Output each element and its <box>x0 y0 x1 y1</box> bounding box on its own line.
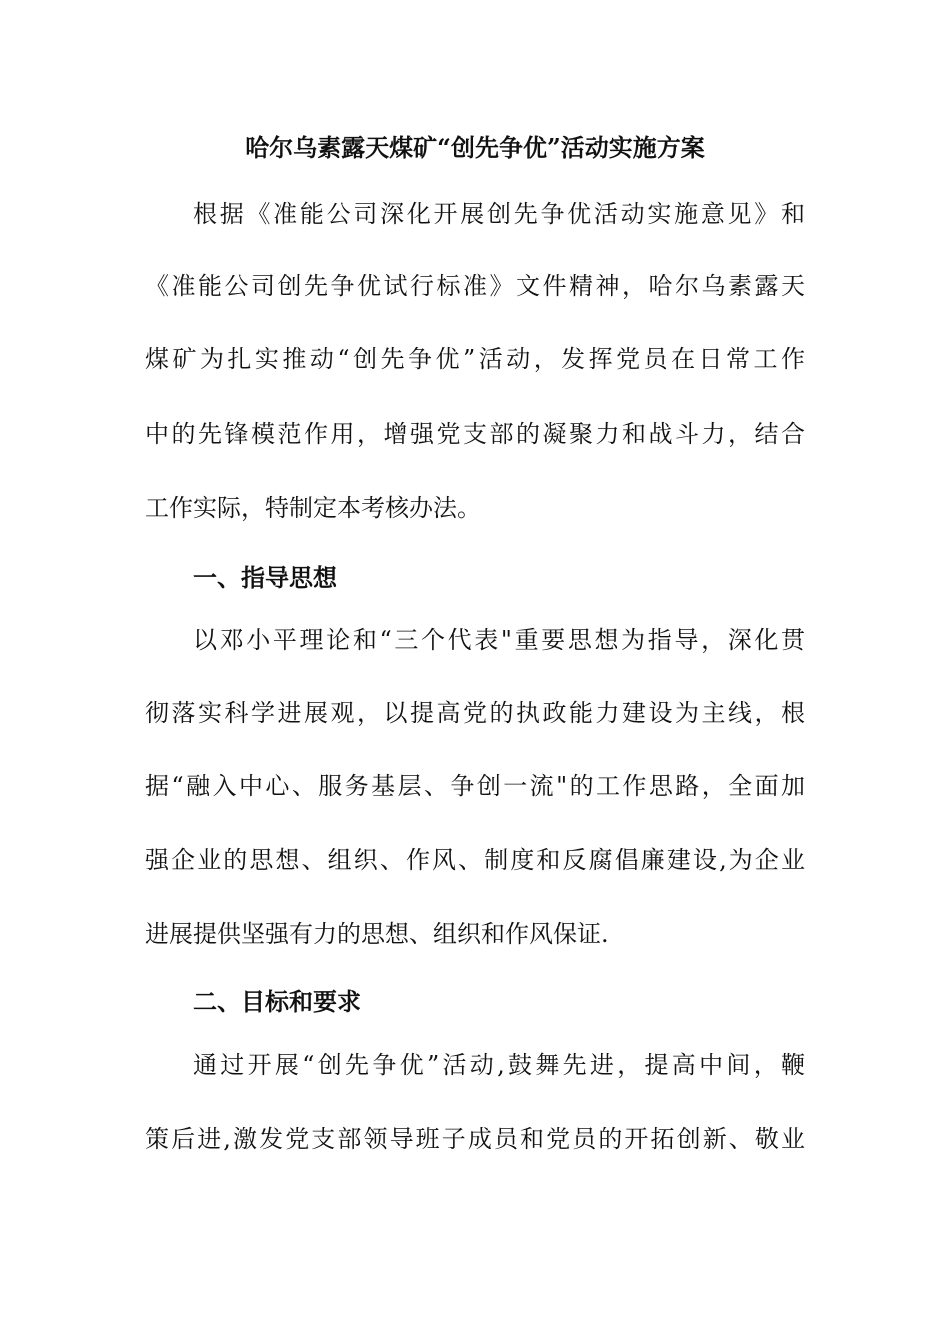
section-heading-goals: 二、目标和要求 <box>193 987 361 1016</box>
intro-line-4: 中的先锋模范作用，增强党支部的凝聚力和战斗力，结合 <box>145 420 805 448</box>
section1-line-2: 彻落实科学进展观，以提高党的执政能力建设为主线，根 <box>145 699 805 727</box>
intro-line-1: 根据《准能公司深化开展创先争优活动实施意见》和 <box>193 200 805 228</box>
section1-line-3: 据“融入中心、服务基层、争创一流"的工作思路，全面加 <box>145 772 805 800</box>
section1-line-1: 以邓小平理论和“三个代表"重要思想为指导，深化贯 <box>193 626 805 654</box>
section2-line-1: 通过开展“创先争优”活动,鼓舞先进，提高中间，鞭 <box>193 1051 805 1079</box>
section1-line-5: 进展提供坚强有力的思想、组织和作风保证. <box>145 920 609 948</box>
intro-line-5: 工作实际，特制定本考核办法。 <box>145 494 481 522</box>
section2-line-2: 策后进,激发党支部领导班子成员和党员的开拓创新、敬业 <box>145 1125 805 1153</box>
section-heading-guiding-thought: 一、指导思想 <box>193 563 337 592</box>
document-title: 哈尔乌素露天煤矿“创先争优”活动实施方案 <box>245 133 705 162</box>
intro-line-2: 《准能公司创先争优试行标准》文件精神，哈尔乌素露天 <box>145 272 805 300</box>
section1-line-4: 强企业的思想、组织、作风、制度和反腐倡廉建设,为企业 <box>145 846 805 874</box>
intro-line-3: 煤矿为扎实推动“创先争优”活动，发挥党员在日常工作 <box>145 345 805 373</box>
